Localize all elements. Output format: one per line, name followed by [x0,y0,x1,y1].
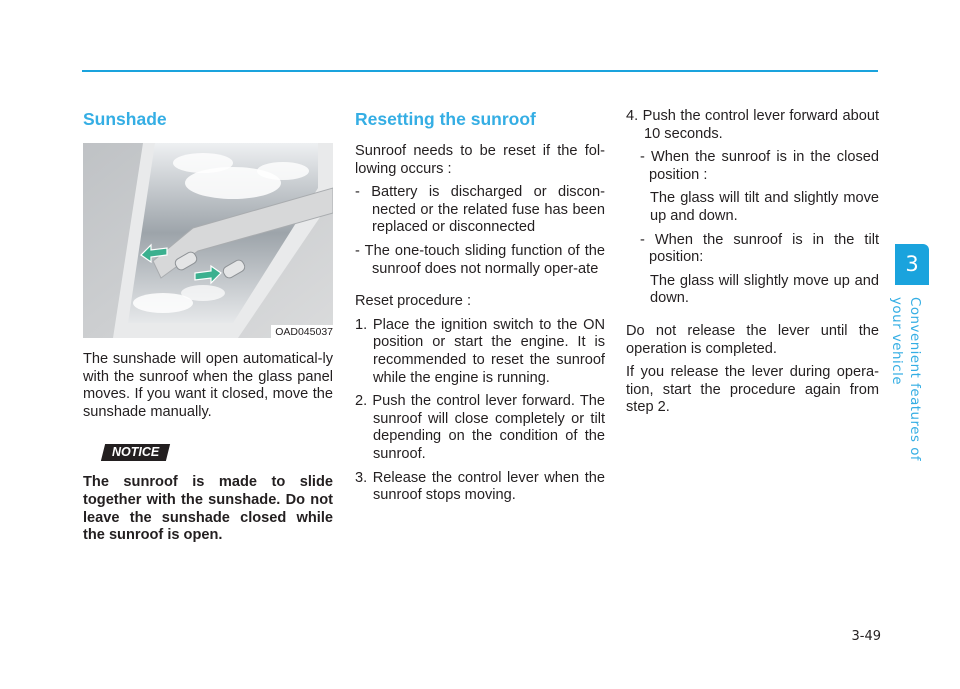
sub-condition: - When the sunroof is in the tilt position: [640,231,879,266]
notice-badge [101,444,170,461]
figure-code: OAD045037 [271,325,333,338]
release-warning: Do not release the lever until the operation is completed. [626,322,879,357]
reset-procedure-label: Reset procedure : [355,293,472,310]
sunshade-heading: Sunshade [83,109,167,129]
page-number: 3-49 [851,629,881,644]
top-rule [82,70,878,72]
sunroof-drawing [83,143,333,338]
bullet-item: - The one-touch sliding function of the sunroof does not normally oper-ate [355,242,605,277]
sub-result: The glass will slightly move up and down. [650,272,879,307]
sub-result: The glass will tilt and slightly move up and down. [650,190,879,224]
bullet-item: - Battery is discharged or discon-nected or the related fuse has been replaced or disconnected [355,184,605,236]
step-item: 1. Place the ignition switch to the ON position or start the engine. It is recommended to reset the sunroof while the engine is running. [355,316,605,386]
chapter-tab [895,244,929,285]
left-column [83,108,333,545]
intro-text: Sunroof needs to be reset if the fol-lowing occurs : [355,143,605,177]
step-item: 3. Release the control lever when the sunroof stops moving. [355,469,605,504]
step-item: 2. Push the control lever forward. The sunroof will close completely or tilt depending on the condition of the sunroof. [355,393,605,462]
sub-condition: - When the sunroof is in the closed position : [640,149,879,183]
chapter-title: Convenient features of your vehicle [889,297,922,462]
middle-column [355,108,605,505]
resetting-heading: Resetting the sunroof [355,109,536,129]
right-column [626,108,879,417]
restart-note: If you release the lever during opera-tion, start the procedure again from step 2. [626,364,879,416]
notice-text: The sunroof is made to slide together with the sunshade. Do not leave the sunshade closed while the sunroof is open. [83,474,333,544]
chapter-number: 3 [905,252,919,276]
sunroof-illustration [83,143,333,338]
sunshade-paragraph: The sunshade will open automatical-ly with the sunroof when the glass panel moves. If you want it closed, move the sunshade manually. [83,351,333,420]
notice-label: NOTICE [112,445,160,460]
step-item: 4. Push the control lever forward about 10 seconds. [626,108,879,142]
